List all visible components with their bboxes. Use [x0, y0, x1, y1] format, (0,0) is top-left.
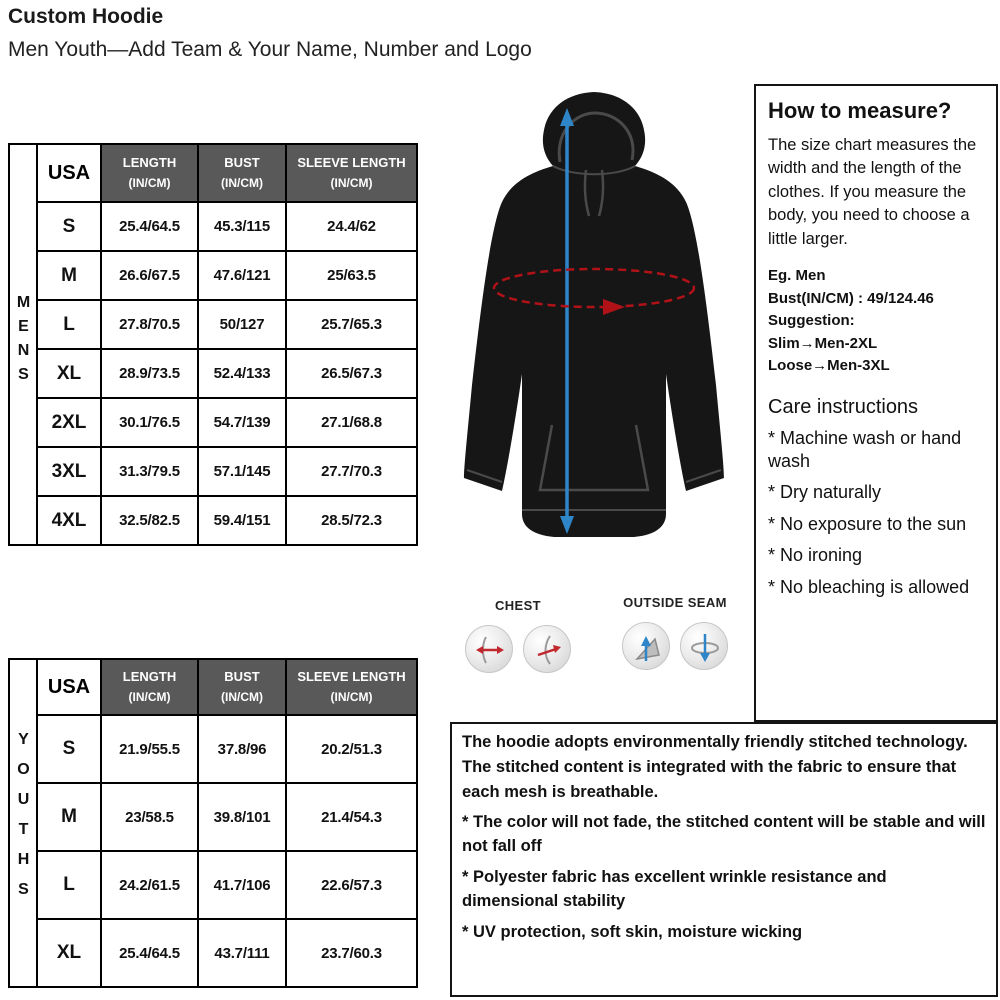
bust-value: 57.1/145 [198, 447, 286, 496]
length-value: 25.4/64.5 [101, 919, 198, 987]
table-row [9, 496, 417, 545]
care-item: * Machine wash or hand wash [768, 427, 962, 471]
table-row [9, 398, 417, 447]
bust-value: 50/127 [198, 300, 286, 349]
length-value: 26.6/67.5 [101, 251, 198, 300]
length-value: 32.5/82.5 [101, 496, 198, 545]
bust-value: 54.7/139 [198, 398, 286, 447]
length-header-unit: (IN/CM) [128, 690, 171, 704]
care-item: * No exposure to the sun [768, 513, 967, 534]
length-value: 23/58.5 [101, 783, 198, 851]
sleeve-value: 25.7/65.3 [286, 300, 417, 349]
bust-value: 39.8/101 [198, 783, 286, 851]
seam-length-arrow-icon [680, 622, 728, 670]
table-row [9, 447, 417, 496]
sleeve-value: 21.4/54.3 [286, 783, 417, 851]
table-row [9, 715, 417, 783]
mens-size-table [8, 143, 418, 546]
mens-group-label: MENS [15, 294, 32, 390]
outside-seam-icons [605, 622, 745, 670]
size-label: XL [37, 919, 101, 987]
sleeve-value: 22.6/57.3 [286, 851, 417, 919]
sleeve-value: 27.7/70.3 [286, 447, 417, 496]
table-row [9, 919, 417, 987]
size-label: S [37, 202, 101, 251]
length-value: 31.3/79.5 [101, 447, 198, 496]
sleeve-value: 20.2/51.3 [286, 715, 417, 783]
sleeve-header-unit: (IN/CM) [330, 176, 373, 190]
bust-value: 52.4/133 [198, 349, 286, 398]
sleeve-header-label: SLEEVE LENGTH [297, 155, 406, 170]
table-row [9, 349, 417, 398]
measure-example [768, 265, 984, 378]
bust-header-unit: (IN/CM) [221, 690, 263, 704]
seam-fold-arrow-icon [622, 622, 670, 670]
sleeve-header-unit: (IN/CM) [330, 690, 373, 704]
chest-label: CHEST [494, 598, 542, 613]
length-value: 24.2/61.5 [101, 851, 198, 919]
page-subtitle: Men Youth—Add Team & Your Name, Number and Logo [8, 38, 532, 61]
sleeve-value: 28.5/72.3 [286, 496, 417, 545]
sleeve-value: 25/63.5 [286, 251, 417, 300]
mens-usa-header: USA [37, 144, 101, 202]
size-label: M [37, 783, 101, 851]
product-notes-box [450, 722, 998, 997]
size-label: XL [37, 349, 101, 398]
length-value: 28.9/73.5 [101, 349, 198, 398]
size-label: L [37, 300, 101, 349]
hoodie-silhouette [464, 92, 724, 537]
product-notes-intro: The hoodie adopts environmentally friendly stitched technology. The stitched content is integrated with the fabric to ensure that each mesh is breathable. [462, 733, 968, 801]
bust-header-unit: (IN/CM) [221, 176, 263, 190]
mens-header-row [9, 144, 417, 202]
table-row [9, 783, 417, 851]
hoodie-product-image [438, 80, 750, 600]
mens-bust-header [198, 144, 286, 202]
example-line: Bust(IN/CM) : 49/124.46 [768, 289, 934, 307]
outside-seam-label: OUTSIDE SEAM [623, 595, 727, 610]
table-row [9, 851, 417, 919]
product-note: * The color will not fade, the stitched content will be stable and will not fall off [462, 813, 986, 856]
bust-header-label: BUST [224, 669, 260, 684]
how-to-measure-panel [754, 84, 998, 722]
mens-group-cell [9, 144, 37, 545]
sleeve-header-label: SLEEVE LENGTH [297, 669, 406, 684]
length-value: 21.9/55.5 [101, 715, 198, 783]
bust-value: 43.7/111 [198, 919, 286, 987]
page-title: Custom Hoodie [8, 5, 164, 28]
care-instructions-title: Care instructions [768, 395, 919, 418]
chest-width-arrow-icon [465, 625, 513, 673]
care-item: * Dry naturally [768, 482, 882, 503]
bust-value: 45.3/115 [198, 202, 286, 251]
how-to-measure-title: How to measure? [768, 98, 952, 123]
size-label: 2XL [37, 398, 101, 447]
care-item: * No ironing [768, 545, 863, 566]
chest-legend [458, 598, 578, 673]
length-header-label: LENGTH [122, 669, 177, 684]
mens-sleeve-header [286, 144, 417, 202]
length-value: 25.4/64.5 [101, 202, 198, 251]
how-to-measure-description: The size chart measures the width and the length of the clothes. If you measure the body, you need to choose a little larger. [768, 136, 977, 248]
table-row [9, 300, 417, 349]
hoodie-illustration [438, 80, 750, 600]
size-label: L [37, 851, 101, 919]
bust-value: 59.4/151 [198, 496, 286, 545]
length-header-unit: (IN/CM) [128, 176, 171, 190]
bust-value: 37.8/96 [198, 715, 286, 783]
example-line: Suggestion: [768, 312, 855, 330]
length-value: 27.8/70.5 [101, 300, 198, 349]
example-line: Eg. Men [768, 267, 826, 285]
example-line: Slim→Men-2XL [768, 334, 878, 352]
size-label: 3XL [37, 447, 101, 496]
youths-header-row [9, 659, 417, 715]
youths-bust-header [198, 659, 286, 715]
sleeve-value: 23.7/60.3 [286, 919, 417, 987]
product-note: * Polyester fabric has excellent wrinkle resistance and dimensional stability [462, 868, 887, 911]
youths-sleeve-header [286, 659, 417, 715]
size-label: S [37, 715, 101, 783]
care-item: * No bleaching is allowed [768, 576, 970, 597]
outside-seam-legend [605, 595, 745, 670]
bust-header-label: BUST [224, 155, 260, 170]
table-row [9, 202, 417, 251]
youths-length-header [101, 659, 198, 715]
mens-length-header [101, 144, 198, 202]
example-line: Loose→Men-3XL [768, 357, 890, 375]
youths-group-label: YOUTHS [15, 730, 32, 911]
sleeve-value: 26.5/67.3 [286, 349, 417, 398]
size-label: 4XL [37, 496, 101, 545]
sleeve-value: 27.1/68.8 [286, 398, 417, 447]
chest-icons [458, 625, 578, 673]
youths-group-cell [9, 659, 37, 987]
size-label: M [37, 251, 101, 300]
length-value: 30.1/76.5 [101, 398, 198, 447]
chest-direction-arrow-icon [523, 625, 571, 673]
bust-value: 47.6/121 [198, 251, 286, 300]
sleeve-value: 24.4/62 [286, 202, 417, 251]
youths-usa-header: USA [37, 659, 101, 715]
table-row [9, 251, 417, 300]
youths-size-table [8, 658, 418, 988]
product-note: * UV protection, soft skin, moisture wicking [462, 922, 803, 941]
length-header-label: LENGTH [122, 155, 177, 170]
bust-value: 41.7/106 [198, 851, 286, 919]
